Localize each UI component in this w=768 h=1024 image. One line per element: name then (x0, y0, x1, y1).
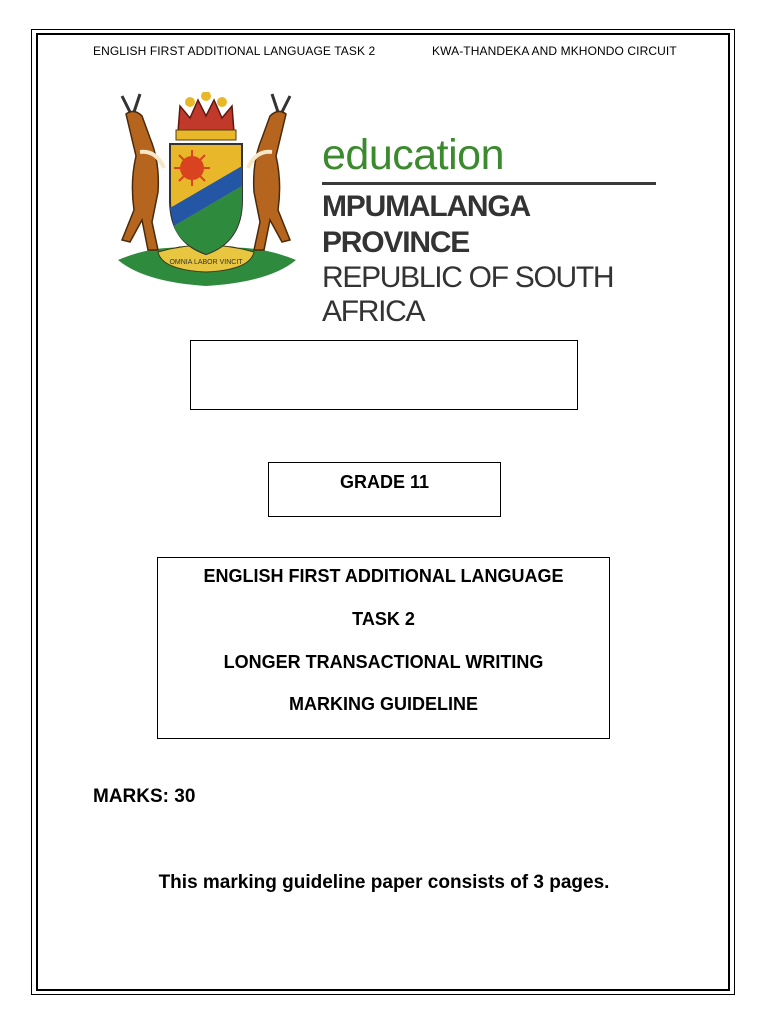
header-right-text: KWA-THANDEKA AND MKHONDO CIRCUIT (432, 44, 677, 58)
wordmark-country: REPUBLIC OF SOUTH AFRICA (322, 261, 614, 328)
pages-note: This marking guideline paper consists of 3 pages. (158, 872, 610, 893)
title-box (157, 557, 610, 739)
title-line-guideline: MARKING GUIDELINE (289, 694, 478, 714)
header-left-text: ENGLISH FIRST ADDITIONAL LANGUAGE TASK 2 (93, 44, 376, 58)
coat-of-arms-icon (100, 92, 312, 288)
title-line-subject: ENGLISH FIRST ADDITIONAL LANGUAGE (203, 566, 564, 586)
marks-text: MARKS: 30 (93, 786, 196, 807)
title-line-task: TASK 2 (352, 609, 415, 629)
department-wordmark (322, 130, 662, 329)
grade-box (268, 462, 501, 517)
title-line-type: LONGER TRANSACTIONAL WRITING (223, 652, 544, 672)
motto-text: OMNIA LABOR VINCIT (169, 259, 243, 266)
grade-text: GRADE 11 (339, 472, 430, 492)
blank-box (190, 340, 578, 410)
wordmark-divider (322, 182, 656, 185)
wordmark-education: education (322, 131, 504, 179)
wordmark-province: MPUMALANGA PROVINCE (322, 190, 529, 259)
